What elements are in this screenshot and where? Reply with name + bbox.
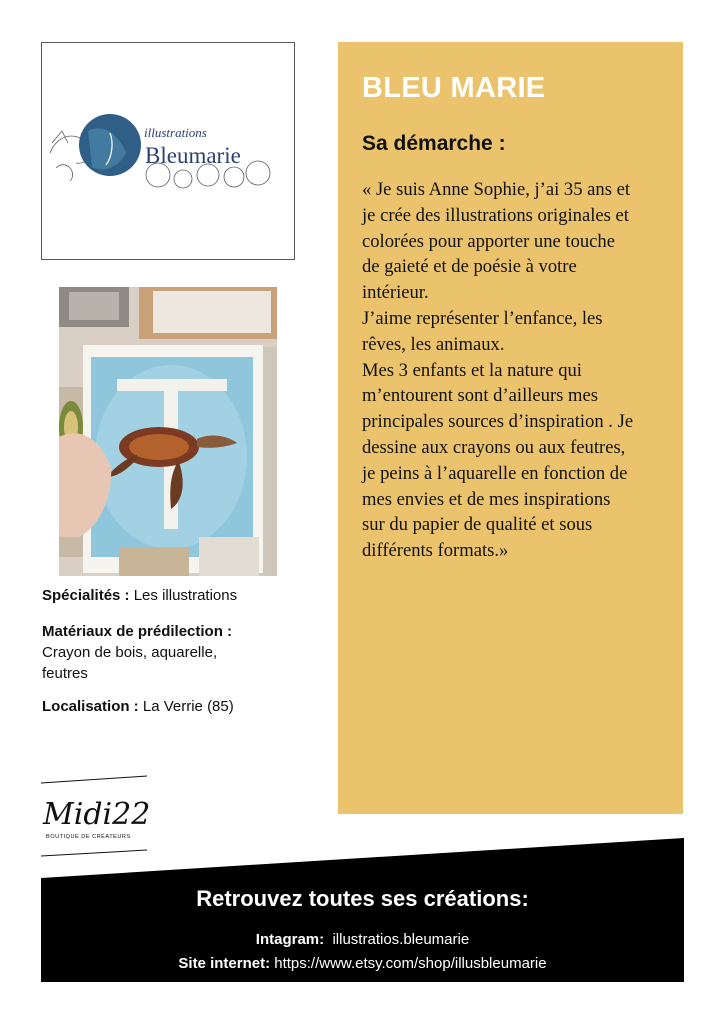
- quote-line: Mes 3 enfants et la nature qui: [362, 359, 582, 381]
- localisation-value: La Verrie (85): [142, 698, 234, 715]
- footer-banner: [41, 838, 684, 982]
- quote-line: dessine aux crayons ou aux feutres,: [362, 436, 626, 458]
- demarche-heading: Sa démarche :: [362, 132, 506, 155]
- specialites-label: Spécialités :: [42, 587, 130, 604]
- website-row: [41, 955, 684, 972]
- quote-line: je peins à l’aquarelle en fonction de: [362, 462, 628, 484]
- quote-line: sur du papier de qualité et sous: [362, 514, 593, 536]
- illustration-photo: [59, 287, 277, 576]
- quote-line: je crée des illustrations originales et: [362, 204, 629, 226]
- shop-logo-name: Midi22: [43, 797, 151, 832]
- website-link[interactable]: https://www.etsy.com/shop/illusbleumarie: [274, 955, 547, 972]
- brand-logo-box: [41, 42, 295, 260]
- quote-line: colorées pour apporter une touche: [362, 230, 615, 252]
- instagram-label: Intagram:: [255, 931, 325, 948]
- artist-quote: [362, 177, 680, 564]
- quote-line: différents formats.»: [362, 540, 509, 562]
- quote-line: m’entourent sont d’ailleurs mes: [362, 385, 598, 407]
- materiaux-label: Matériaux de prédilection :: [42, 623, 233, 640]
- instagram-row: [41, 931, 684, 948]
- localisation-label: Localisation :: [42, 698, 139, 715]
- shop-logo-tagline: BOUTIQUE DE CRÉATEURS: [46, 834, 131, 840]
- materiaux-value: Crayon de bois, aquarelle, feutres: [42, 644, 218, 682]
- logo-brand-text: Bleumarie: [145, 143, 241, 168]
- materiaux-row: [42, 621, 267, 684]
- specialites-value: Les illustrations: [133, 587, 238, 604]
- quote-line: mes envies et de mes inspirations: [362, 488, 611, 510]
- logo-script-text: illustrations: [144, 125, 207, 140]
- quote-line: principales sources d’inspiration . Je: [362, 411, 634, 433]
- artist-panel: [338, 42, 683, 814]
- website-label: Site internet:: [178, 955, 271, 972]
- specialites-row: [42, 585, 292, 606]
- artist-name: BLEU MARIE: [362, 72, 546, 104]
- localisation-row: [42, 696, 292, 717]
- bleumarie-logo: [48, 113, 290, 191]
- footer-title: Retrouvez toutes ses créations:: [196, 886, 529, 911]
- instagram-handle[interactable]: illustratios.bleumarie: [332, 931, 470, 948]
- quote-line: de gaieté et de poésie à votre: [362, 256, 577, 278]
- quote-line: J’aime représenter l’enfance, les: [362, 307, 603, 329]
- quote-line: rêves, les animaux.: [362, 333, 505, 355]
- quote-line: intérieur.: [362, 282, 429, 304]
- quote-line: « Je suis Anne Sophie, j’ai 35 ans et: [362, 179, 631, 200]
